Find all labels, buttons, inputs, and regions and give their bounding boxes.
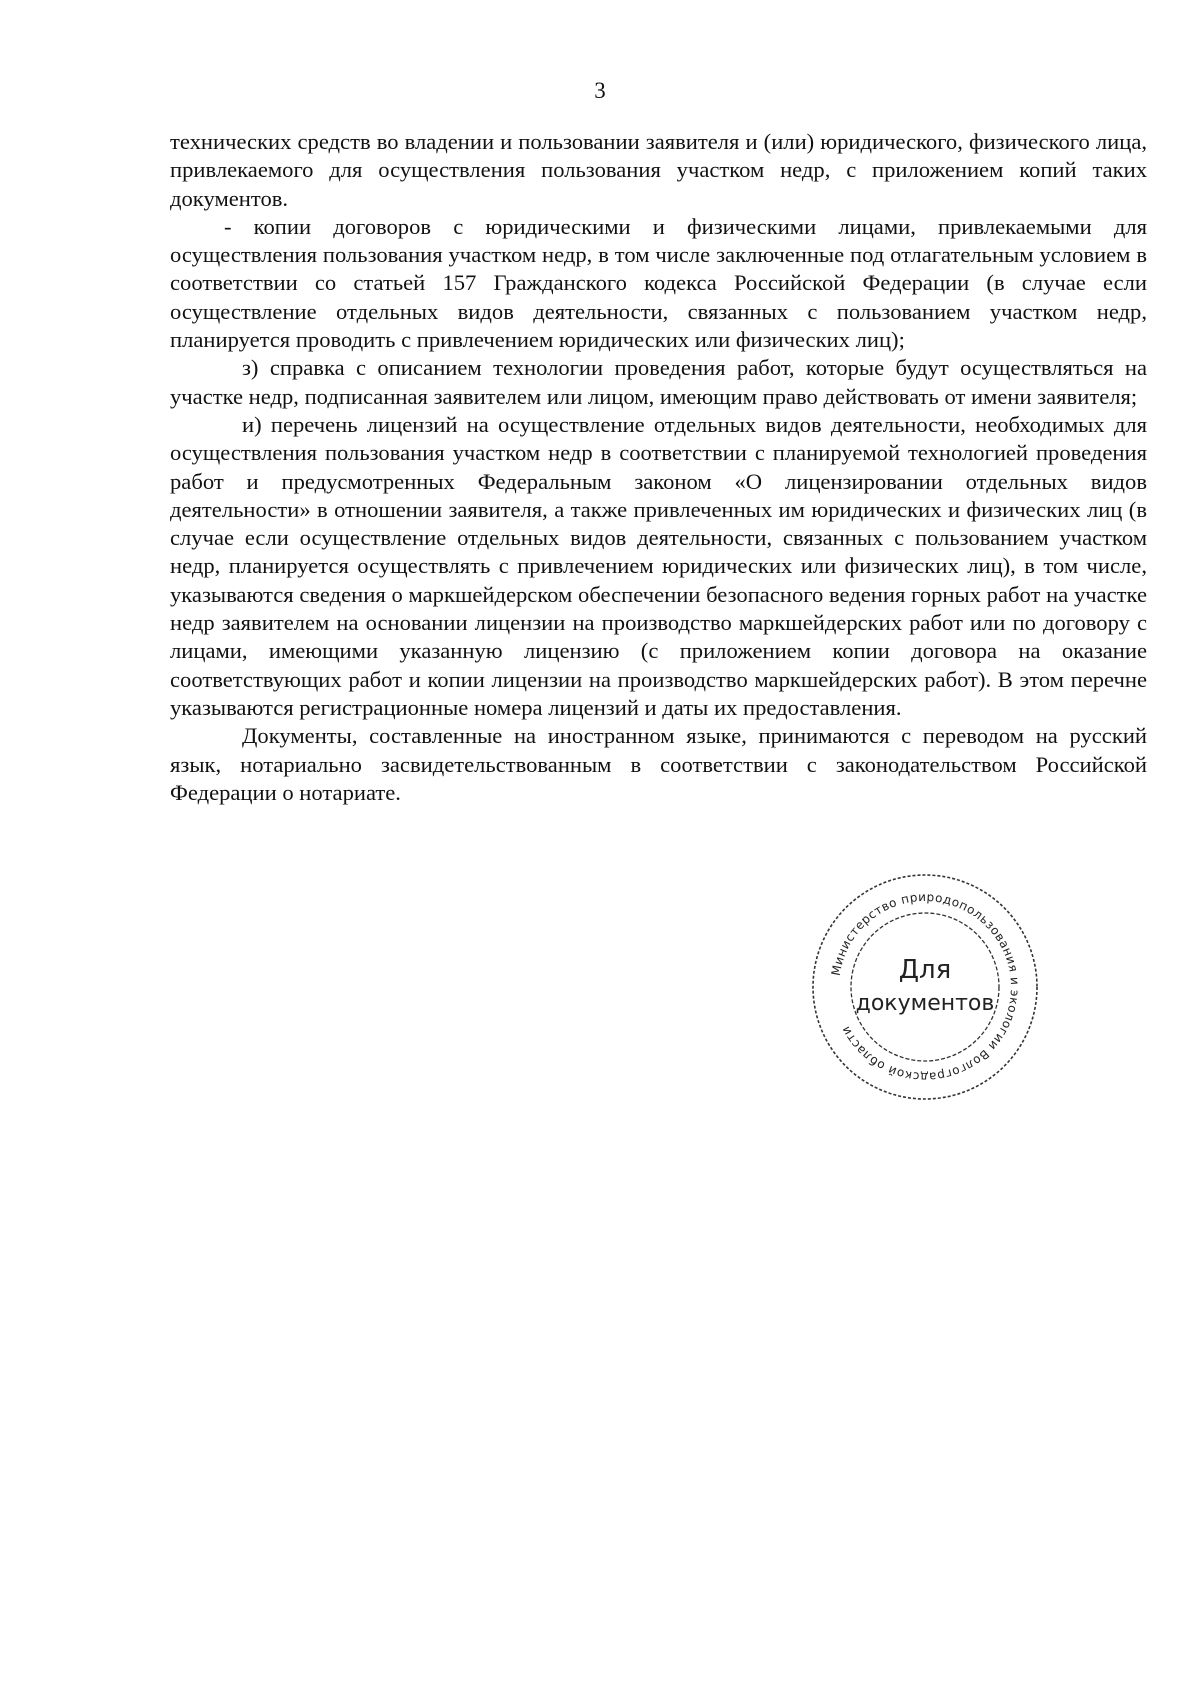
stamp-inner-ring (851, 913, 999, 1061)
stamp-outer-ring (813, 875, 1037, 1099)
document-body (170, 128, 1147, 807)
paragraph-continuation: технических средств во владении и пользовании заявителя и (или) юридического, физического лица, привлекаемого для осуществления пользования участком недр, с приложением копий таких документов. (170, 129, 1147, 211)
paragraph-foreign-documents: Документы, составленные на иностранном языке, принимаются с переводом на русский язык, нотариально засвидетельствованным в соответствии с законодательством Российской Федерации о нотариате. (170, 723, 1147, 805)
paragraph-i-licenses: и) перечень лицензий на осуществление отдельных видов деятельности, необходимых для осуществления пользования участком недр в соответствии с планируемой технологией проведения работ и предусмотренных Федеральным законом «О лицензировании отдельных видов деятельности» в отношении заявителя, а также привлеченных им юридических и физических лиц (в случае если осуществление отдельных видов деятельности, связанных с пользованием участком недр, планируется осуществлять с привлечением юридических или физических лиц), в том числе, указываются сведения о маркшейдерском обеспечении безопасного ведения горных работ на участке недр заявителем на основании лицензии на производство маркшейдерских работ или по договору с лицами, имеющими указанную лицензию (с приложением копии договора на оказание соответствующих работ и копии лицензии на производство маркшейдерских работ). В этом перечне указываются регистрационные номера лицензий и даты их предоставления. (170, 411, 1147, 720)
paragraph-contracts: - копии договоров с юридическими и физическими лицами, привлекаемыми для осуществления пользования участком недр, в том числе заключенные под отлагательным условием в соответствии со статьей 157 Гражданского кодекса Российской Федерации (в случае если осуществление отдельных видов деятельности, связанных с пользованием участком недр, планируется проводить с привлечением юридических или физических лиц); (170, 213, 1147, 353)
paragraph-z-reference: з) справка с описанием технологии проведения работ, которые будут осуществляться на участке недр, подписанная заявителем или лицом, имеющим право действовать от имени заявителя; (170, 355, 1147, 409)
stamp-center-line2: документов (855, 991, 995, 1016)
page-number: 3 (594, 78, 606, 103)
stamp-center-line1: Для (898, 955, 952, 985)
official-stamp (808, 870, 1042, 1104)
stamp-ring-text: Министерство природопользования и экологии Волгоградской области (828, 889, 1023, 1085)
